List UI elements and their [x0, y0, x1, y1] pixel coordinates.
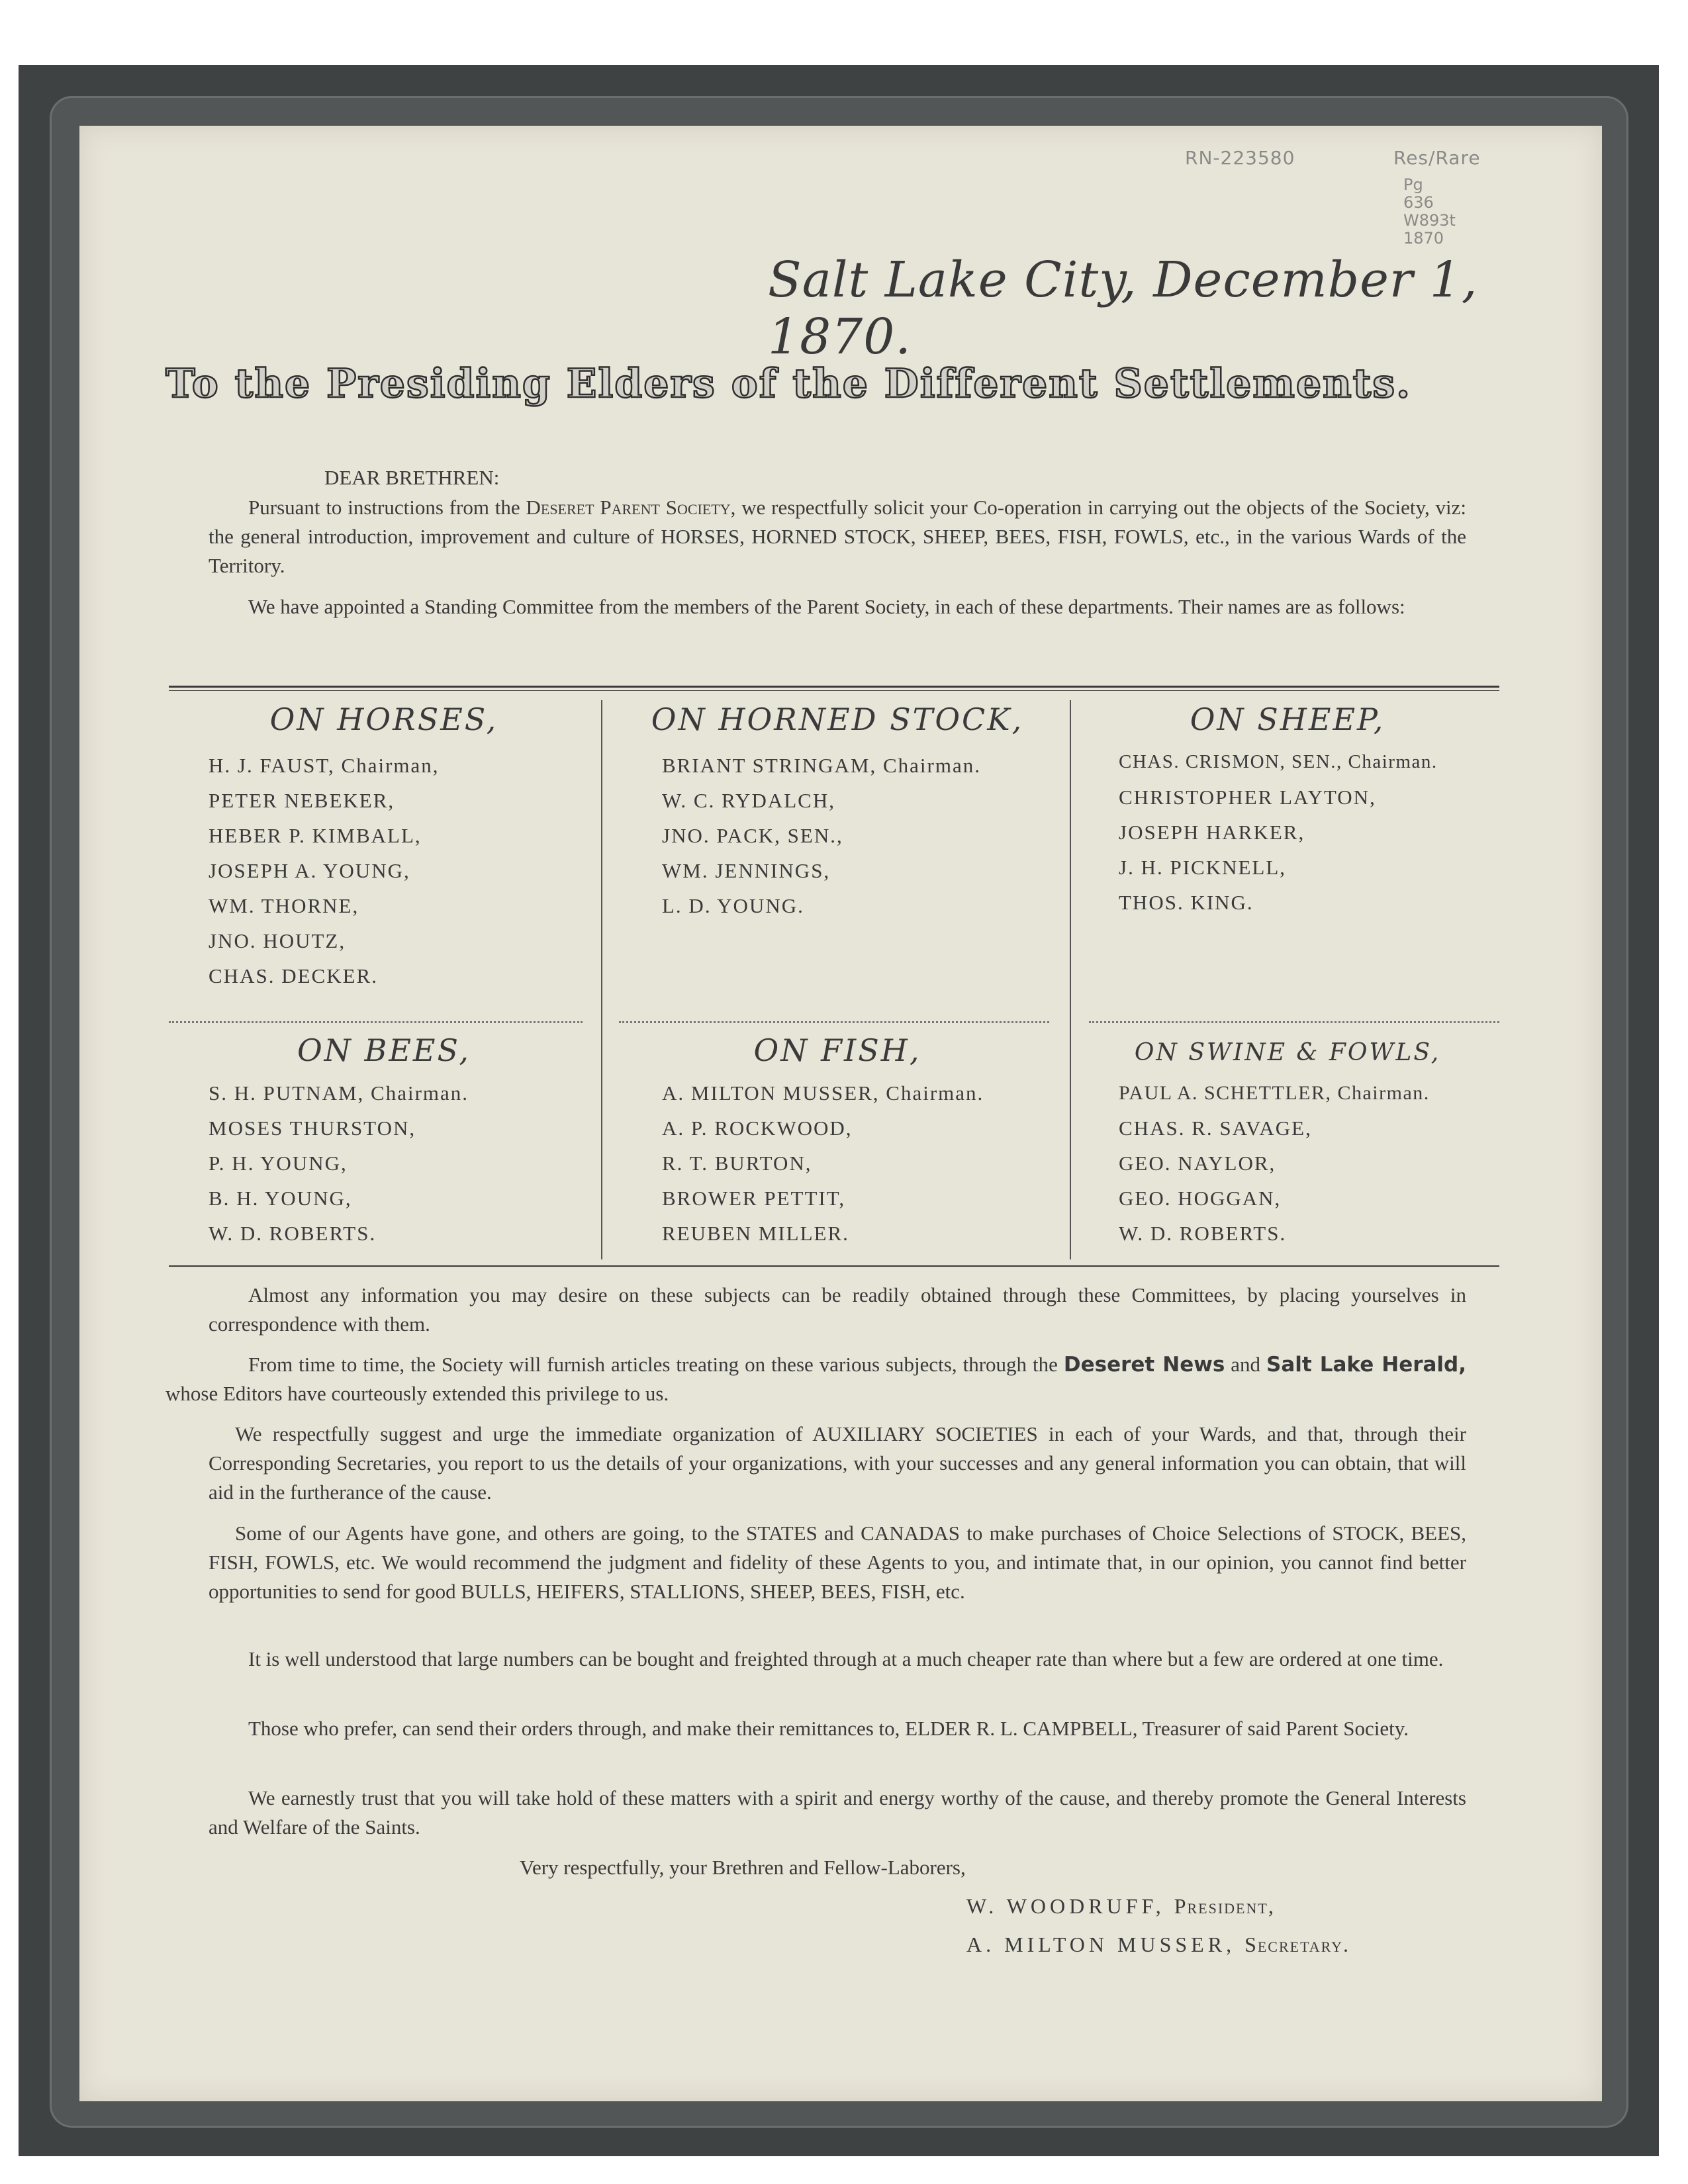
committee-member: BRIANT STRINGAM, Chairman. — [662, 754, 981, 777]
committee-member: GEO. NAYLOR, — [1119, 1152, 1276, 1175]
signer-name: A. MILTON MUSSER, — [966, 1933, 1236, 1956]
committee-member: S. H. PUTNAM, Chairman. — [209, 1081, 469, 1105]
committee-member: MOSES THURSTON, — [209, 1116, 416, 1140]
committee-member: W. D. ROBERTS. — [1119, 1222, 1287, 1245]
committee-member: A. MILTON MUSSER, Chairman. — [662, 1081, 984, 1105]
society-name: Deseret Parent Society — [526, 496, 731, 519]
committee-member: JOSEPH HARKER, — [1119, 821, 1305, 844]
committee-member: JNO. HOUTZ, — [209, 929, 346, 952]
committee-member: CHAS. R. SAVAGE, — [1119, 1116, 1312, 1140]
closing-paragraph-3: We respectfully suggest and urge the immediate organization of AUXILIARY SOCIETIES in each of your Wards, and that, through their Corresponding Secretaries, you report to us the details of your organizations, with your successes and any general information you can obtain, that will aid in the furtherance of the cause. — [209, 1422, 1466, 1504]
committee-list-swine-fowls — [1119, 1075, 1430, 1251]
committee-list-bees — [209, 1075, 469, 1251]
committee-member: JNO. PACK, SEN., — [662, 824, 843, 847]
committee-member: R. T. BURTON, — [662, 1152, 812, 1175]
committee-heading-sheep: ON SHEEP, — [1190, 702, 1385, 737]
signature-president — [966, 1894, 1275, 1919]
committee-member: J. H. PICKNELL, — [1119, 856, 1287, 879]
closing-paragraph-4: Some of our Agents have gone, and others are going, to the STATES and CANADAS to make purchases of Choice Selections of STOCK, BEES, FISH, FOWLS, etc. We would recommend the judgment and fidelity of these Agents to you, and intimate that, in our opinion, you cannot find better opportunities to send for good BULLS, HEIFERS, STALLIONS, SHEEP, BEES, FISH, etc. — [209, 1522, 1466, 1603]
committee-member: BROWER PETTIT, — [662, 1187, 846, 1210]
column-divider — [601, 700, 602, 1259]
salutation: DEAR BRETHREN: — [324, 466, 500, 489]
call-number-annotation: RN-223580 — [1185, 147, 1295, 169]
newspaper-salt-lake-herald: Salt Lake Herald, — [1266, 1353, 1467, 1377]
shelf-line: 1870 — [1403, 229, 1444, 248]
table-bottom-rule — [169, 1265, 1499, 1267]
shelf-line: W893t — [1403, 211, 1456, 230]
committee-member: HEBER P. KIMBALL, — [209, 824, 422, 847]
committee-member: W. D. ROBERTS. — [209, 1222, 377, 1245]
committee-member: W. C. RYDALCH, — [662, 789, 835, 812]
row-divider — [169, 1021, 583, 1023]
signature-secretary — [966, 1933, 1350, 1957]
committee-member: A. P. ROCKWOOD, — [662, 1116, 853, 1140]
committee-member: PAUL A. SCHETTLER, Chairman. — [1119, 1082, 1430, 1104]
intro-paragraph-1 — [209, 493, 1466, 580]
committee-member: L. D. YOUNG. — [662, 894, 804, 917]
row-divider — [1089, 1021, 1499, 1023]
column-divider — [1070, 700, 1071, 1259]
committee-member: CHAS. DECKER. — [209, 964, 378, 987]
table-top-rule-thin — [169, 690, 1499, 691]
committee-member: THOS. KING. — [1119, 891, 1254, 914]
closing-paragraph-5: It is well understood that large numbers can be bought and freighted through at a much cheaper rate than where but a few are ordered at one time. — [248, 1647, 1444, 1670]
committee-list-sheep — [1119, 745, 1438, 920]
committee-member: CHAS. CRISMON, SEN., Chairman. — [1119, 751, 1438, 772]
committee-heading-swine-fowls: ON SWINE & FOWLS, — [1134, 1039, 1441, 1066]
committee-list-fish — [662, 1075, 984, 1251]
committee-member: GEO. HOGGAN, — [1119, 1187, 1282, 1210]
committee-heading-fish: ON FISH, — [753, 1032, 921, 1068]
committee-member: WM. THORNE, — [209, 894, 359, 917]
committee-list-horses — [209, 748, 440, 993]
committee-member: REUBEN MILLER. — [662, 1222, 849, 1245]
committee-heading-bees: ON BEES, — [297, 1032, 471, 1068]
collection-annotation: Res/Rare — [1393, 147, 1481, 169]
committee-list-horned-stock — [662, 748, 981, 923]
closing-paragraph-1: Almost any information you may desire on these subjects can be readily obtained through these Committees, by placing yourselves in correspondence with them. — [209, 1283, 1466, 1336]
row-divider — [619, 1021, 1049, 1023]
closing-text: whose Editors have courteously extended this privilege to us. — [165, 1382, 669, 1405]
committee-heading-horses: ON HORSES, — [269, 702, 498, 737]
committee-heading-horned-stock: ON HORNED STOCK, — [651, 702, 1024, 737]
table-top-rule — [169, 686, 1499, 688]
signer-title: President, — [1174, 1894, 1275, 1918]
intro-text: Pursuant to instructions from the — [248, 496, 520, 519]
shelf-line: Pg — [1403, 175, 1423, 194]
dateline: Salt Lake City, December 1, 1870. — [768, 251, 1478, 365]
committee-member: JOSEPH A. YOUNG, — [209, 859, 410, 882]
newspaper-deseret-news: Deseret News — [1063, 1353, 1225, 1377]
closing-paragraph-6: Those who prefer, can send their orders through, and make their remittances to, ELDER R. L. CAMPBELL, Treasurer of said Parent Society. — [248, 1717, 1409, 1740]
committee-member: CHRISTOPHER LAYTON, — [1119, 786, 1376, 809]
shelf-line: 636 — [1403, 193, 1434, 212]
signer-name: W. WOODRUFF, — [966, 1894, 1165, 1918]
intro-text: , we respectfully solicit your Co-operation in carrying out the objects of the Society, viz: the general introduction, improvement and culture of HORSES, HORNED STOCK, SHEEP, BEES, FISH, FOWLS, etc., in the various Wards of the Territory. — [209, 496, 1467, 577]
intro-paragraph-2: We have appointed a Standing Committee from the members of the Parent Society, in each of these departments. Their names are as follows: — [248, 595, 1405, 618]
committee-member: WM. JENNINGS, — [662, 859, 831, 882]
valediction: Very respectfully, your Brethren and Fellow-Laborers, — [520, 1856, 966, 1879]
closing-text: From time to time, the Society will furnish articles treating on these various subjects, through the — [248, 1353, 1058, 1376]
document-page — [79, 126, 1602, 2101]
committee-member: PETER NEBEKER, — [209, 789, 395, 812]
committee-member: B. H. YOUNG, — [209, 1187, 352, 1210]
committee-member: P. H. YOUNG, — [209, 1152, 348, 1175]
committee-member: H. J. FAUST, Chairman, — [209, 754, 440, 777]
closing-paragraph-7: We earnestly trust that you will take hold of these matters with a spirit and energy worthy of the cause, and thereby promote the General Interests and Welfare of the Saints. — [209, 1786, 1466, 1839]
closing-paragraph-2 — [165, 1350, 1466, 1408]
signer-title: Secretary. — [1244, 1933, 1350, 1956]
shelf-mark — [1403, 176, 1523, 248]
closing-text: and — [1231, 1353, 1261, 1376]
page-title: To the Presiding Elders of the Different Settlements. — [165, 361, 1412, 407]
